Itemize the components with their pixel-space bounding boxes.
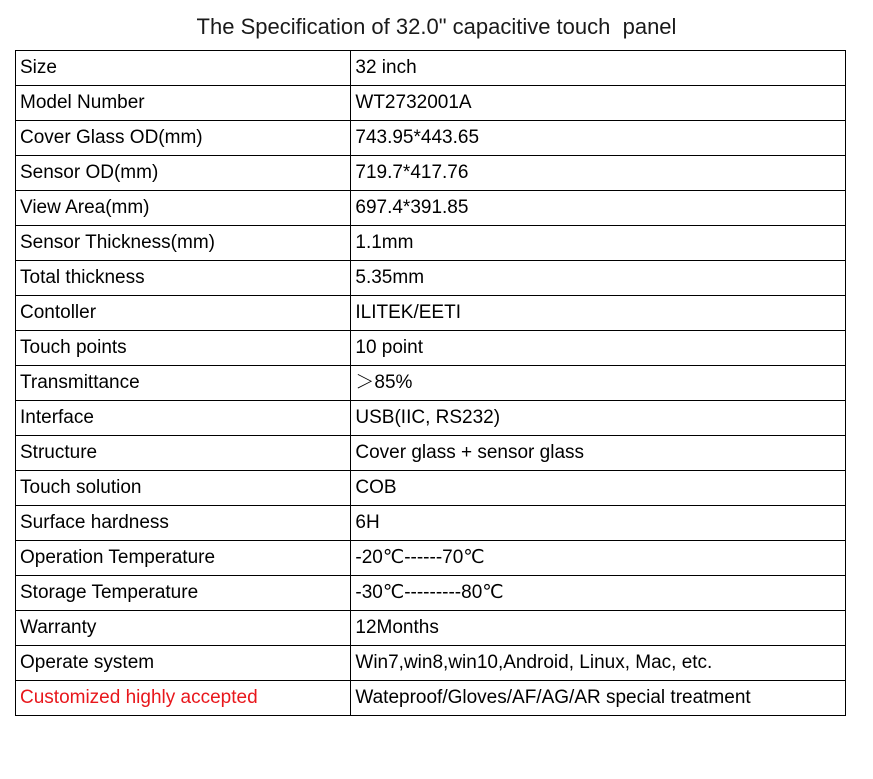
row-value: USB(IIC, RS232) bbox=[351, 401, 846, 436]
row-label: Size bbox=[16, 51, 351, 86]
row-value: WT2732001A bbox=[351, 86, 846, 121]
row-value: Cover glass + sensor glass bbox=[351, 436, 846, 471]
row-label: Sensor Thickness(mm) bbox=[16, 226, 351, 261]
row-value: 32 inch bbox=[351, 51, 846, 86]
row-label: Cover Glass OD(mm) bbox=[16, 121, 351, 156]
table-row bbox=[16, 646, 846, 681]
row-value: Wateproof/Gloves/AF/AG/AR special treatment bbox=[351, 681, 846, 716]
table-row bbox=[16, 366, 846, 401]
table-row bbox=[16, 156, 846, 191]
row-value: 743.95*443.65 bbox=[351, 121, 846, 156]
row-label: Interface bbox=[16, 401, 351, 436]
row-value: 5.35mm bbox=[351, 261, 846, 296]
table-row bbox=[16, 121, 846, 156]
table-row bbox=[16, 261, 846, 296]
row-label: Surface hardness bbox=[16, 506, 351, 541]
row-label: Contoller bbox=[16, 296, 351, 331]
row-label: Storage Temperature bbox=[16, 576, 351, 611]
row-label: Total thickness bbox=[16, 261, 351, 296]
spec-table bbox=[15, 50, 846, 716]
row-label-highlight: Customized highly accepted bbox=[16, 681, 351, 716]
table-row bbox=[16, 471, 846, 506]
table-row bbox=[16, 541, 846, 576]
page-title: The Specification of 32.0" capacitive touch panel bbox=[196, 14, 677, 39]
row-label: Transmittance bbox=[16, 366, 351, 401]
row-value: 6H bbox=[351, 506, 846, 541]
row-label: Operate system bbox=[16, 646, 351, 681]
row-label: Sensor OD(mm) bbox=[16, 156, 351, 191]
row-label: Structure bbox=[16, 436, 351, 471]
row-value: -20℃------70℃ bbox=[351, 541, 846, 576]
table-row bbox=[16, 86, 846, 121]
table-row bbox=[16, 611, 846, 646]
table-row bbox=[16, 436, 846, 471]
table-row bbox=[16, 296, 846, 331]
row-value: 10 point bbox=[351, 331, 846, 366]
table-row-highlight bbox=[16, 681, 846, 716]
table-row bbox=[16, 506, 846, 541]
row-label: Touch solution bbox=[16, 471, 351, 506]
row-value: COB bbox=[351, 471, 846, 506]
row-value: 697.4*391.85 bbox=[351, 191, 846, 226]
row-value: -30℃---------80℃ bbox=[351, 576, 846, 611]
row-label: Touch points bbox=[16, 331, 351, 366]
row-value: Win7,win8,win10,Android, Linux, Mac, etc. bbox=[351, 646, 846, 681]
row-value: ＞85% bbox=[351, 366, 846, 401]
row-label: View Area(mm) bbox=[16, 191, 351, 226]
spec-table-body bbox=[16, 51, 846, 716]
row-label: Warranty bbox=[16, 611, 351, 646]
row-value: 1.1mm bbox=[351, 226, 846, 261]
row-value: 12Months bbox=[351, 611, 846, 646]
table-row bbox=[16, 191, 846, 226]
table-row bbox=[16, 226, 846, 261]
row-label: Model Number bbox=[16, 86, 351, 121]
row-value: 719.7*417.76 bbox=[351, 156, 846, 191]
table-row bbox=[16, 331, 846, 366]
table-row bbox=[16, 576, 846, 611]
row-label: Operation Temperature bbox=[16, 541, 351, 576]
table-row bbox=[16, 401, 846, 436]
table-row bbox=[16, 51, 846, 86]
row-value: ILITEK/EETI bbox=[351, 296, 846, 331]
